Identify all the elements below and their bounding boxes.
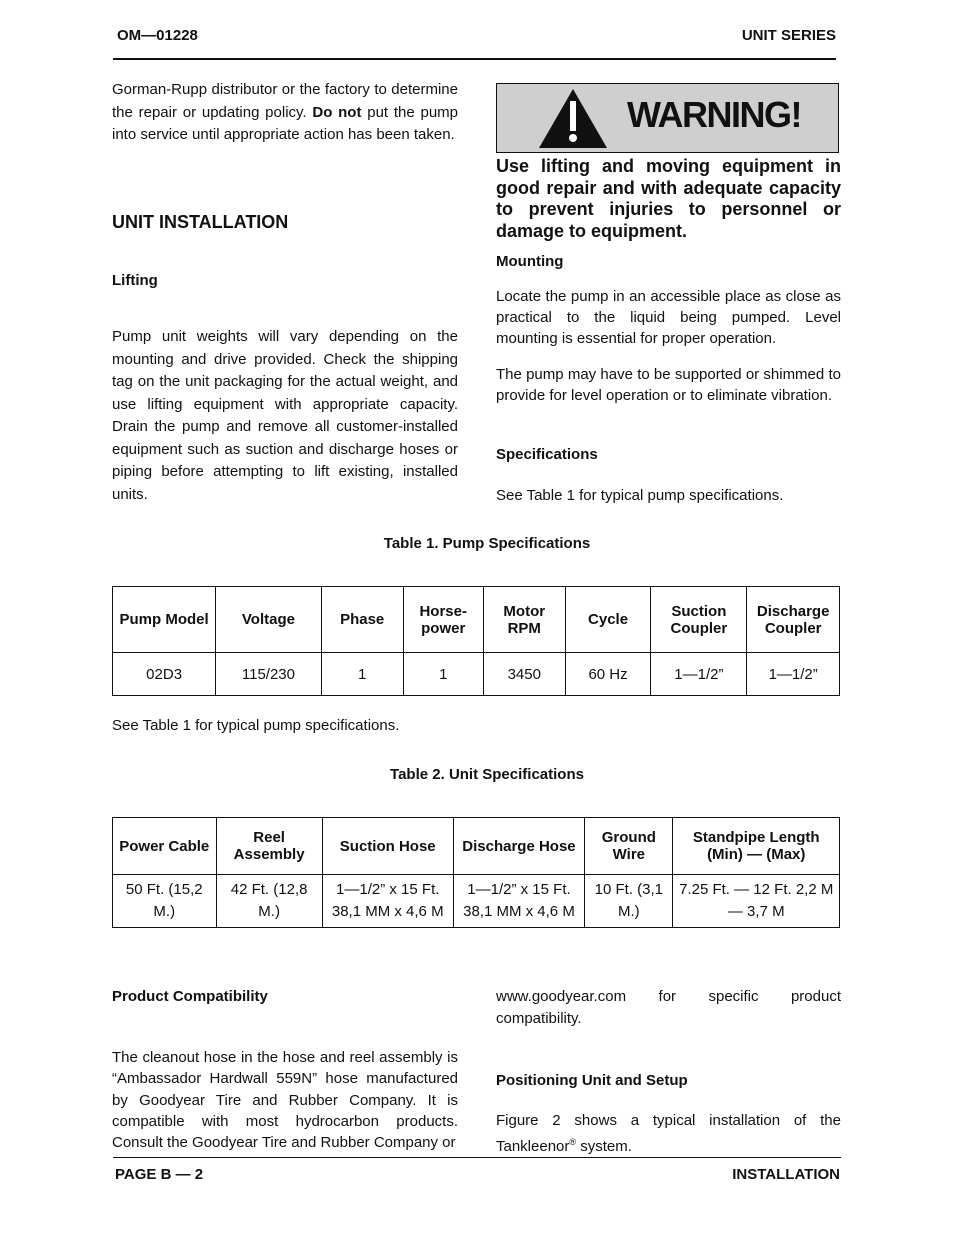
- compatibility-text: The cleanout hose in the hose and reel assembly is “Ambassador Hardwall 559N” hose manufactured by Goodyear Tire and Rubber Company. It is compatible with most hydrocarbon products. Consult the Goodyear Tire and Rubber Company or: [112, 1049, 458, 1152]
- section-title: UNIT INSTALLATION: [112, 212, 289, 232]
- table1-caption: Table 1. Pump Specifications: [383, 535, 591, 552]
- lifting-text: Pump unit weights will vary depending on the mounting and drive provided. Check the shipping tag on the unit packaging for the actual weight, and use lifting equipment with appropriate capacity. Drain the pump and remove all customer-installed equipment such as suction and discharge hoses or piping before attempting to lift existing, installed units.: [112, 328, 458, 503]
- table1-cell: 1: [321, 653, 403, 696]
- table-row: [113, 653, 840, 696]
- table2-cell: 1—1/2” x 15 Ft. 38,1 MM x 4,6 M: [322, 875, 453, 928]
- table2-cell: 1—1/2” x 15 Ft. 38,1 MM x 4,6 M: [453, 875, 585, 928]
- header-rule: [113, 58, 836, 60]
- table1-header: Suction Coupler: [651, 587, 747, 653]
- mounting-paragraph-1: [496, 286, 841, 349]
- specifications-paragraph: [496, 485, 841, 508]
- table1-cell: 115/230: [216, 653, 321, 696]
- warning-text: Use lifting and moving equipment in good repair and with adequate capacity to prevent injuries to personnel or damage to equipment.: [496, 156, 841, 241]
- intro-bold: Do not: [312, 103, 362, 121]
- table1-header: Voltage: [216, 587, 321, 653]
- table2-cell: 42 Ft. (12,8 M.): [216, 875, 322, 928]
- unit-spec-table: [112, 817, 840, 928]
- positioning-title: Positioning Unit and Setup: [496, 1072, 688, 1089]
- warning-box: [496, 83, 839, 153]
- mounting-title: Mounting: [496, 253, 564, 270]
- compatibility-paragraph: [112, 1047, 458, 1153]
- warning-label: WARNING!: [627, 94, 801, 135]
- lifting-paragraph: [112, 326, 458, 506]
- lifting-title: Lifting: [112, 272, 158, 289]
- table2-cell: 7.25 Ft. — 12 Ft. 2,2 M — 3,7 M: [673, 875, 840, 928]
- table1-header: Pump Model: [113, 587, 216, 653]
- table2-header: Ground Wire: [585, 818, 673, 875]
- positioning-end: system.: [580, 1137, 632, 1155]
- table2-header: Standpipe Length (Min) — (Max): [673, 818, 840, 875]
- warning-body: [496, 156, 841, 242]
- warning-triangle-icon: [537, 87, 609, 150]
- table1-cell: 1—1/2”: [651, 653, 747, 696]
- between-tables-text: See Table 1 for typical pump specifications.: [112, 717, 400, 734]
- compatibility-title: Product Compatibility: [112, 988, 268, 1005]
- footer-rule: [113, 1157, 841, 1158]
- table2-header: Reel Assembly: [216, 818, 322, 875]
- compatibility-continued: [496, 986, 841, 1029]
- footer-section: INSTALLATION: [732, 1166, 840, 1183]
- intro-paragraph: [112, 79, 458, 147]
- positioning-paragraph: [496, 1110, 841, 1157]
- table1-cell: 1—1/2”: [747, 653, 840, 696]
- registered-mark: ®: [569, 1136, 577, 1147]
- table-row: [113, 875, 840, 928]
- specifications-text: See Table 1 for typical pump specifications.: [496, 487, 784, 504]
- header-series: UNIT SERIES: [741, 27, 836, 44]
- mounting-paragraph-2: [496, 364, 841, 406]
- positioning-text: Figure 2 shows a typical installation of the Tankleenor: [496, 1112, 841, 1155]
- table1-cell: 60 Hz: [565, 653, 651, 696]
- table1-header: Motor RPM: [483, 587, 565, 653]
- intro-end: put the pump into service until appropriate action has been taken.: [112, 103, 459, 143]
- table2-header: Discharge Hose: [453, 818, 585, 875]
- table2-cell: 10 Ft. (3,1 M.): [585, 875, 673, 928]
- table1-header: Phase: [321, 587, 403, 653]
- table1-cell: 1: [403, 653, 483, 696]
- table1-cell: 02D3: [113, 653, 216, 696]
- table1-header: Discharge Coupler: [747, 587, 840, 653]
- compatibility-continued-text: www.goodyear.com for specific product compatibility.: [496, 988, 841, 1027]
- table1-header: Horse- power: [403, 587, 483, 653]
- table1-header: Cycle: [565, 587, 651, 653]
- table1-cell: 3450: [483, 653, 565, 696]
- table2-header: Power Cable: [113, 818, 217, 875]
- intro-text: Gorman-Rupp distributor or the factory to determine the repair or updating policy.: [112, 81, 458, 121]
- table2-header: Suction Hose: [322, 818, 453, 875]
- table2-cell: 50 Ft. (15,2 M.): [113, 875, 217, 928]
- footer-page-number: PAGE B — 2: [115, 1166, 204, 1183]
- mounting-text-1: Locate the pump in an accessible place as close as practical to the liquid being pumped. Level mounting is essential for proper operation.: [496, 288, 841, 347]
- table2-caption: Table 2. Unit Specifications: [390, 766, 584, 783]
- pump-spec-table: [112, 586, 840, 696]
- header-doc-number: OM—01228: [117, 27, 198, 44]
- specifications-title: Specifications: [496, 446, 598, 463]
- mounting-text-2: The pump may have to be supported or shimmed to provide for level operation or to eliminate vibration.: [496, 366, 841, 404]
